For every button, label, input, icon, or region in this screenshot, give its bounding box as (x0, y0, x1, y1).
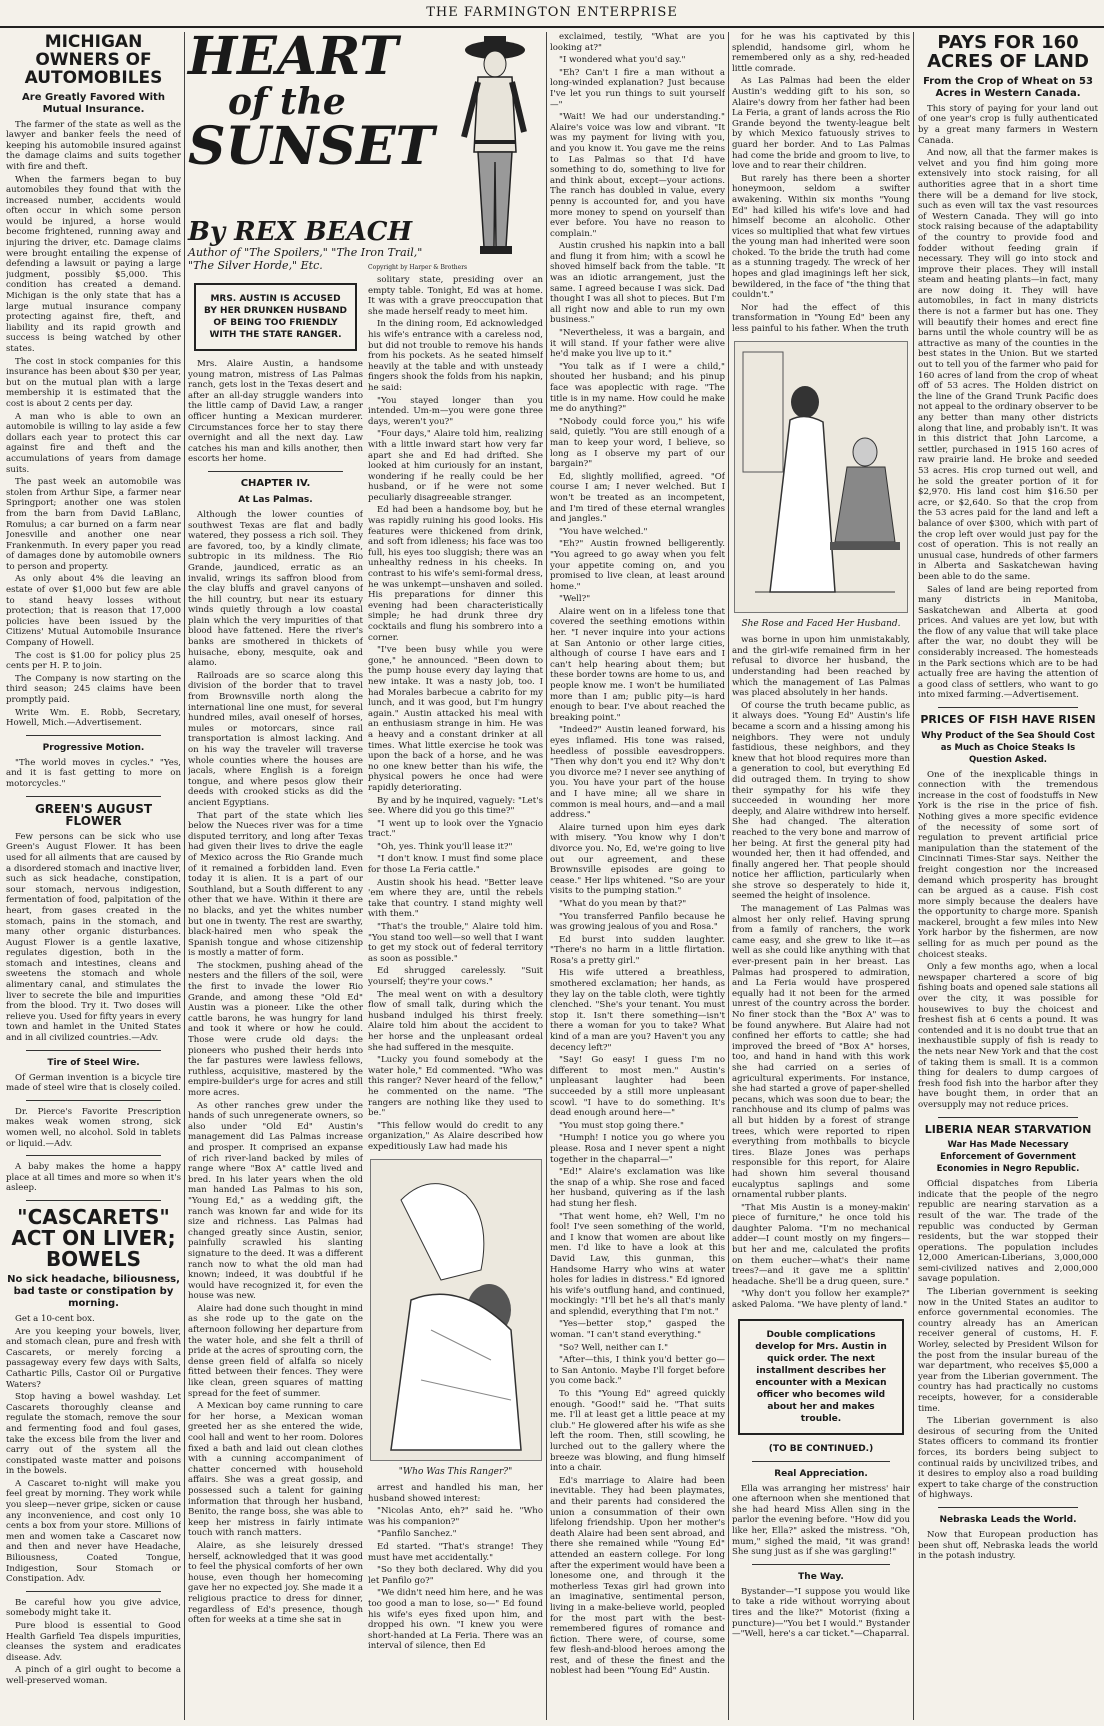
paragraph: Mrs. Alaire Austin, a handsome young matron, mistress of Las Palmas ranch, gets lost in the Texas desert and after an all-day struggle wanders into the little camp of David Law, a ranger officer hunting a Mexican murderer. Circumstances force her to stay there overnight and all the next day. Law catches his man and kills another, then escorts her home. (188, 359, 363, 465)
item-title: The Way. (798, 1571, 844, 1582)
paragraph: Official dispatches from Liberia indicate that the people of the negro republic are nearing starvation as a result of the war. The trade of the republic was conducted by German residents, but the war stopped their operations. The population includes 12,000 American-Liberians, 3,000,000 semi-civilized natives and 2,000,000 savage population. (918, 1179, 1098, 1285)
serial-title-line: SUNSET (188, 116, 435, 177)
figure-caption: "Who Was This Ranger?" (398, 1466, 513, 1477)
paragraph: Railroads are so scarce along this division of the border that to travel from Brownsville north along the international line one must, for several hundred miles, avail oneself of horses, mules or motorcars, since rail transportation is almost lacking. And on his way the traveler will traverse whole counties where the houses are jacals, where English is a foreign tongue, and where pesos glow their deeds with crooked sticks as did the ancient Egyptians. (188, 670, 363, 808)
column-serial-2 (368, 275, 543, 1720)
paragraph: Alaire turned upon him eyes dark with misery. "You know why I don't divorce you. No, Ed, we're going to live out our agreement, and these Brownsville episodes are going to cease." Her lips whitened. "So are your visits to the pumping station." (550, 822, 725, 897)
paragraph: The Company is now starting on the third season; 245 claims have been promptly paid. (6, 673, 181, 705)
paragraph: As other ranches grew under the hands of such unregenerate owners, so also under "Old Ed" Austin's management did Las Palmas increase and prosper. It comprised an expanse of rich river-land backed by miles of range where "Box A" cattle lived and bred. In his later years when the old man handed Las Palmas to his son, "Young Ed," as a wedding gift, the ranch was known far and wide for its size and richness. Las Palmas had changed greatly since Austin, senior, painfully scrawled his slanting signature to the deed. It was a different ranch now to what the old man had known; indeed, it was doubtful if he would have recognized it, for even the house was new. (188, 1100, 363, 1302)
column-serial-3 (550, 32, 725, 1720)
headline-flower: GREEN'S AUGUST FLOWER (34, 801, 153, 829)
divider (26, 1100, 161, 1101)
item-title: Tire of Steel Wire. (47, 1057, 140, 1068)
paragraph: The cost in stock companies for this insurance has been about $30 per year, but on the mutual plan with a large membership it is estimated that the cost is about 2 cents per day. (6, 356, 181, 409)
subhead-canada: From the Crop of Wheat on 53 Acres in Western Canada. (923, 75, 1093, 99)
paragraph: "After—this, I think you'd better go—to San Antonio. Maybe I'll forget before you come back." (550, 1355, 725, 1387)
column-serial-1 (188, 275, 363, 1720)
column-michigan (6, 32, 181, 1720)
paragraph: Ed started. "That's strange! They must have met accidentally." (368, 1542, 543, 1563)
paragraph: The Liberian government is also desirous of securing from the United States officers to command its frontier forces, its borders being subject to continual raids by uncivilized tribes, and it desires to employ also a road building expert to take charge of the construction of highways. (918, 1416, 1098, 1501)
chapter-heading: CHAPTER IV. (240, 477, 311, 489)
paragraph: "I've been busy while you were gone," he announced. "Been down to the pump house every day laying that new intake. It was a nasty job, too. I had Morales barbecue a cabrito for my lunch, and it was good, but I'm hungry again." Austin attacked his meal with an enthusiasm strange in him. He was a heavy and a constant drinker at all times. What little exercise he took was upon the back of a horse, and he was no one knew better than his wife, the physical powers he once had were rapidly deteriorating. (368, 645, 543, 793)
paragraph: "What do you mean by that?" (559, 898, 687, 909)
paragraph: His wife uttered a breathless, smothered exclamation; her hands, as they lay on the table cloth, were tightly clenched. "She's your tenant. You must stop it. Isn't there something—isn't there a woman for you to take? What kind of a man are you? Haven't you any decency left?" (550, 968, 725, 1053)
headline-fish: PRICES OF FISH HAVE RISEN (920, 713, 1096, 727)
headline-canada: PAYS FOR 160 ACRES OF LAND (927, 32, 1089, 72)
paragraph: The farmer of the state as well as the lawyer and banker feels the need of keeping his automobile insured against the damage claims and suits together with fire and theft. (6, 119, 181, 172)
paragraph: "You stayed longer than you intended. Um-m—you were gone three days, weren't you?" (368, 395, 543, 427)
paragraph: The meal went on with a desultory flow of small talk, during which the husband indulged his thirst freely. Alaire told him about the accident to her horse and the unpleasant ordeal she had suffered in the mesquite. (368, 989, 543, 1053)
paragraph: Alaire, as she leisurely dressed herself, acknowledged that it was good to feel the physical comforts of her own house, even though her homecoming gave her no expected joy. She made it a religious practice to dress for dinner, regardless of Ed's presence, though often for weeks at a time she sat in (188, 1540, 363, 1626)
ranger-illustration (370, 1159, 542, 1461)
paragraph: solitary state, presiding over an empty table. Tonight, Ed was at home. It was with a grave preoccupation that she made herself ready to meet him. (368, 275, 543, 317)
paragraph: The past week an automobile was stolen from Arthur Sipe, a farmer near Springport; another one was stolen from the barn from David LaBlanc, Romulus; a car burned on a farm near Jonesville and another one near Frankenmuth. In every paper you read of damages done by automobile owners to person and property. (6, 477, 181, 572)
paragraph: "This fellow would do credit to any organization," As Alaire described how expeditiously Law had made his (368, 1120, 543, 1152)
paragraph: A man who is able to own an automobile is willing to lay aside a few dollars each year to protect this car against fire and theft and the accumulations of years from damage suits. (6, 411, 181, 475)
paragraph: Ed had been a handsome boy, but he was rapidly ruining his good looks. His features were thickened from drink, and soft from idleness; his face was too full, his eyes too sluggish; there was an unhealthy redness in his cheeks. In contrast to his wife's semi-formal dress, he was unkempt—unshaven and soiled. His preparations for dinner this evening had been characteristically simple; he had drunk three dry cocktails and flung his sombrero into a corner. (368, 505, 543, 643)
paragraph: "Well?" (559, 594, 591, 605)
paragraph: Of German invention is a bicycle tire made of steel wire that is closely coiled. (6, 1072, 181, 1094)
paragraph: Of course the truth became public, as it always does. "Young Ed" Austin's life became a scorn and a hissing among his neighbors. They were not unduly fastidious, these neighbors, and they knew that hot blood requires more than a generation to cool, but everything Ed did outraged them. In trying to show their sympathy for his wife they succeeded in wounding her more deeply, and Alaire withdrew into herself. She had changed. The alteration reached to the very bone and marrow of her being. At first the general pity had wounded her, then it had offended, and finally angered her. That people should notice her affliction, particularly when she strove so desperately to hide it, seemed the height of insolence. (732, 700, 910, 902)
paragraph: exclaimed, testily, "What are you looking at?" (550, 32, 725, 53)
paragraph: "That Mis Austin is a money-makin' piece of furniture," he once told his daughter Paloma. "I'm no mechanical adder—I count mostly on my fingers—but her and me, calculated the profits on them eucher—what's their name trees?—and it gave me a splittin' headache. She'll be a drug queen, sure." (732, 1202, 910, 1287)
paragraph: And now, all that the farmer makes is velvet and you find him going more extensively into stock raising, for all authorities agree that in a short time there will be a demand for live stock, such as even will tax the vast resources of Western Canada. They will go into stock raising because of the adaptability of the country to provide food and fodder without feeding grain if necessary. They will go into stock and improve their places. They will install steam and heating plants—in fact, many are now doing it. They will have automobiles, in fact in many districts there is not a farmer but has one. They will beautify their homes and erect fine barns until the whole country will be as attractive as many of the counties in the best states in the Union. But we started out to tell you of the farmer who paid for 160 acres of land from the crop of wheat off of 53 acres. The Holden district on the line of the Grand Trunk Pacific does not appeal to the ordinary observer to be any better than many other districts along that line, and probably isn't. It was in this district that John Larcome, a settler, purchased in 1915 160 acres of raw prairie land. He broke and seeded 53 acres. His crop turned out well, and he sold the greater portion of it for $2,970. His land cost him $16.50 per acre, or $2,640. So that the crop from the 53 acres paid for the land and left a balance of over $300, which with part of the crop left over would just pay for the cost of operation. This is not really an unusual case, hundreds of other farmers in Alberta and Saskatchewan having been able to do the same. (918, 148, 1098, 582)
paragraph: This story of paying for your land out of one year's crop is fully authenticated by a great many farmers in Western Canada. (918, 103, 1098, 146)
masthead: THE FARMINGTON ENTERPRISE (0, 0, 1104, 28)
paragraph: "Lucky you found somebody at the water hole," Ed commented. "Who was this ranger? Never heard of the fellow," he commented on the name. "The rangers are nothing like they used to be." (368, 1055, 543, 1119)
paragraph: Nor had the effect of this transformation in "Young Ed" been any less painful to his father. When the truth (732, 302, 910, 335)
paragraph: "Panfilo Sanchez." (377, 1529, 457, 1540)
divider (26, 1155, 161, 1156)
paragraph: Although the lower counties of southwest Texas are flat and badly watered, they possess a rich soil. They are favored, too, by a kindly climate, subtropic in its mildness. The Rio Grande, jaundiced, erratic as an invalid, wrings its saffron blood from the clay bluffs and gravel canyons of the hill country, but near its estuary winds quietly through a low coastal plain which the very impurities of that blood have fattened. Here the river's banks are smothered in thickets of huisache, ebony, mesquite, oak and alamo. (188, 509, 363, 669)
serial-masthead (188, 26, 543, 272)
paragraph: "Ed!" Alaire's exclamation was like the snap of a whip. She rose and faced her husband, quivering as if the lash had stung her flesh. (550, 1167, 725, 1209)
paragraph: "That's the trouble," Alaire told him. "You stand too well—so well that I want to get my stock out of federal territory as soon as possible." (368, 922, 543, 964)
paragraph: "We didn't need him here, and he was too good a man to lose, so—" Ed found his wife's eyes fixed upon him, and dropped his own. "I knew you were short-handed at La Feria. There was an interval of silence, then Ed (368, 1588, 543, 1652)
paragraph: The stockmen, pushing ahead of the nesters and the fillers of the soil, were the first to invade the lower Rio Grande, and among these "Old Ed" Austin was a pioneer. Like the other cattle barons, he was hungry for land and took it where or how he could. Those were crude old days: the pioneers who pushed their herds into the far pastures were lawless fellows, ruthless, acquisitive, mastered by the empire-builder's urge for acres and still more acres. (188, 960, 363, 1098)
paragraph: Alaire had done such thought in mind as she rode up to the gate on the afternoon following her departure from the water hole, and she felt a thrill of pride at the acres of sprouting corn, the dense green field of alfalfa so nicely fitted between their fences. They were like clean, green squares of matting spread for the feet of summer. (188, 1303, 363, 1399)
paragraph: Write Wm. E. Robb, Secretary, Howell, Mich.—Advertisement. (6, 707, 181, 729)
next-installment-box: Double complications develop for Mrs. Austin in quick order. The next installment describes her encounter with a Mexican officer who becomes wild about her and makes trouble. (738, 1319, 904, 1435)
paragraph: "Oh, yes. Think you'll lease it?" (377, 841, 513, 852)
paragraph: Few persons can be sick who use Green's August Flower. It has been used for all ailments that are caused by a disordered stomach and inactive liver, such as sick headache, constipation, sour stomach, nervous indigestion, fermentation of food, palpitation of the heart, from gases created in the stomach, pains in the stomach, and many other organic disturbances. August Flower is a gentle laxative, regulates digestion, both in the stomach and intestines, cleans and sweetens the stomach and whole alimentary canal, and stimulates the liver to secrete the bile and impurities from the blood. Try it. Two doses will relieve you. Used for fifty years in every town and hamlet in the United States and in all civilized countries.—Adv. (6, 831, 181, 1044)
divider (938, 1507, 1078, 1508)
paragraph: Only a few months ago, when a local newspaper chartered a score of big fishing boats and opened sale stations all over the city, it was possible for housewives to buy the choicest and freshest fish at 6 cents a pound. It was contended and it is no doubt true that an inexhaustible supply of fish is ready to the nets near New York and that the cost of taking them is small. It is a common thing for dealers to dump cargoes of fresh food fish into the harbor after they have bought them, in order that an oversupply may not reduce prices. (918, 962, 1098, 1110)
divider (26, 796, 161, 797)
cowboy-illustration (450, 32, 540, 262)
paragraph: Ed's marriage to Alaire had been inevitable. They had been playmates, and their parents had considered the union a consummation of their own lifelong friendship. Upon her mother's death Alaire had been sent abroad, and there she remained while "Young Ed" attended an eastern college. For long after the experiment would have been a lonesome one, and through it the motherless Texas girl had grown into an imaginative, sentimental person, living in a make-believe world, peopled for the most part with the best-remembered figures of romance and fiction. There were, of course, some few flesh-and-blood heroes among the rest, and of these the finest and the noblest had been "Young Ed" Austin. (550, 1475, 725, 1677)
serial-summary-box: MRS. AUSTIN IS ACCUSED BY HER DRUNKEN HUSBAND OF BEING TOO FRIENDLY WITH THE STATE RANGER. (194, 283, 357, 351)
item-title: Real Appreciation. (774, 1468, 868, 1479)
continued-line: (TO BE CONTINUED.) (768, 1443, 874, 1454)
divider (208, 471, 343, 472)
column-rule (184, 32, 185, 1720)
paragraph: "Eh? Can't I fire a man without a long-winded explanation? Just because I've let you run things to suit yourself—" (550, 67, 725, 110)
paragraph: In the dining room, Ed acknowledged his wife's entrance with a careless nod, but did not trouble to remove his hands from his pockets. As he seated himself heavily at the table and with unsteady fingers shook the folds from his napkin, he said: (368, 319, 543, 393)
paragraph: "I went up to look over the Ygnacio tract." (368, 818, 543, 840)
paragraph: As only about 4% die leaving an estate of over $1,000 but few are able to stand heavy losses without protection; that is reason that 17,000 policies have been issued by the Citizens' Mutual Automobile Insurance Company of Howell. (6, 574, 181, 649)
paragraph: One of the inexplicable things in connection with the tremendous increase in the cost of foodstuffs in New York is the rise in the price of fish. Nothing gives a more specific evidence of the necessity of some sort of regulation to prevent artificial price manipulation than the statement of the Cincinnati Times-Star says. Neither the freight congestion nor the increased demand which prosperity has brought can be argued as a cause. Fish cost more simply because the dealers have the opportunity to charge more. Spanish mackerel, brought a few miles into New York harbor by the fishermen, are now selling for as much per pound as the choicest steaks. (918, 769, 1098, 960)
paragraph: Are you keeping your bowels, liver, and stomach clean, pure and fresh with Cascarets, or merely forcing a passageway every few days with Salts, Cathartic Pills, Castor Oil or Purgative Waters? (6, 1326, 181, 1390)
paragraph: "Eh?" Austin frowned belligerently. "You agreed to go away when you felt your appetite coming on, and you promised to live clean, at least around home." (550, 539, 725, 592)
paragraph: The Liberian government is seeking now in the United States an auditor to enforce governmental economies. The country already has an American receiver general of customs, H. F. Worley, selected by President Wilson for the post from the insular bureau of the war department, who receives $5,000 a year from the Liberian government. The country has had practically no customs receipts, however, for a considerable time. (918, 1287, 1098, 1414)
paragraph: Be careful how you give advice, somebody might take it. (6, 1597, 181, 1619)
divider (938, 1117, 1078, 1118)
paragraph: Austin shook his head. "Better leave 'em where they are, until the rebels take that country. I stand mighty well with them." (368, 877, 543, 920)
husband-wife-illustration (734, 341, 908, 613)
paragraph: Ed, slightly mollified, agreed. "Of course I am; I never welched. But I won't be treated as an incompetent, and I'm tired of these eternal wrangles and jangles." (550, 471, 725, 525)
paragraph: "The world moves in cycles." "Yes, and it is fast getting to more on motorcycles." (6, 757, 181, 789)
divider (26, 1050, 161, 1051)
paragraph: By and by he inquired, vaguely: "Let's see. Where did you go this time?" (368, 795, 543, 817)
column-serial-4 (732, 32, 910, 1720)
paragraph: "That went home, eh? Well, I'm no fool! I've seen something of the world, and I know that women are about like men. I'd like to have a look at this David Law, this gunman, this Handsome Harry who wins at water holes for ladies in distress." Ed ignored his wife's outflung hand, and continued, mockingly: "I'll bet he's all that's manly and splendid, everything that I'm not." (550, 1211, 725, 1317)
paragraph: As Las Palmas had been the elder Austin's wedding gift to his son, so Alaire's dowry from her father had been La Feria, a grant of lands across the Rio Grande beyond the twenty-league belt by which Mexico fatuously strives to guard her border. And to Las Palmas had come the bride and groom to live, to love and to rear their children. (732, 76, 910, 172)
column-canada (918, 32, 1098, 1720)
paragraph: But rarely has there been a shorter honeymoon, seldom a swifter awakening. Within six months "Young Ed" had killed his wife's love and had himself become an alcoholic. Other vices so multiplied that what few virtues the young man had inherited were soon choked. To the bride the truth had come as a stunning tragedy. The wreck of her hopes and glad imaginings left her sick, bewildered, in the face of "the thing that couldn't." (732, 173, 910, 301)
paragraph: Ella was arranging her mistress' hair one afternoon when she mentioned that she had heard Miss Allen sing in the parlor the evening before. "How did you like her, Ella?" asked the mistress. "Oh, mum," sighed the maid, "it was grand! She sung just as if she was gargling!" (732, 1483, 910, 1558)
paragraph: Ed shrugged carelessly. "Suit yourself; they're your cows." (368, 966, 543, 987)
paragraph: A baby makes the home a happy place at all times and more so when it's asleep. (6, 1162, 181, 1194)
paragraph: "Nicolas Anto, eh?" said he. "Who was his companion?" (368, 1506, 543, 1527)
serial-title-line: HEART (188, 26, 399, 87)
paragraph: "You talk as if I were a child," shouted her husband; and his pinup face was apoplectic with rage. "The title is in my name. How could he make me do anything?" (550, 361, 725, 415)
serial-blurb: Author of "The Spoilers," "The Iron Trail," "The Silver Horde," Etc. (188, 246, 423, 272)
column-rule (546, 32, 547, 1720)
paragraph: Stop having a bowel washday. Let Cascarets thoroughly cleanse and regulate the stomach, remove the sour and fermenting food and foul gases, take the excess bile from the liver and carry out of the system all the constipated waste matter and poisons in the bowels. (6, 1392, 181, 1477)
divider (26, 1591, 161, 1592)
paragraph: Now that European production has been shut off, Nebraska leads the world in the potash industry. (918, 1529, 1098, 1562)
paragraph: "Indeed?" Austin leaned forward, his eyes inflamed. His tone was raised, heedless of possible eavesdroppers. "Then why don't you end it? Why don't you divorce me? I never see anything of you. You have your part of the house and I have mine; all we share in common is meal hours, and—and a mail address." (550, 725, 725, 821)
paragraph: Pure blood is essential to Good Health Garfield Tea dispels impurities, cleanses the system and eradicates disease. Adv. (6, 1621, 181, 1663)
paragraph: A pinch of a girl ought to become a well-preserved woman. (6, 1665, 181, 1686)
paragraph: That part of the state which lies below the Nueces river was for a time disputed territory, and long after Texas had given their lives to drive the eagle of Mexico across the Rio Grande much of it remained a forbidden land. Even today it is alien. It is a part of our Southland, but a South different to any other that we have. Within it there are no blacks, and yet the whites number but one in twenty. The rest are swarthy, black-haired men who speak the Spanish tongue and whose citizenship is mostly a matter of form. (188, 810, 363, 959)
divider (938, 707, 1078, 708)
paragraph: Get a 10-cent box. (15, 1313, 95, 1324)
paragraph: Alaire went on in a lifeless tone that covered the seething emotions within her. "I never inquire into your actions at San Antonio or other large cities, although of course I have ears and I can't help hearing about them; but these border towns are home to us, and people know me. I won't be humiliated more than I am; public pity—is hard enough to bear. I've about reached the breaking point." (550, 606, 725, 723)
paragraph: Dr. Pierce's Favorite Prescription makes weak women strong, sick women well, no alcohol. Sold in tablets or liquid.—Adv. (6, 1106, 181, 1149)
subhead-liberia: War Has Made Necessary Enforcement of Government Economies in Negro Republic. (936, 1140, 1080, 1175)
subhead-michigan: Are Greatly Favored With Mutual Insurance. (22, 91, 165, 115)
paragraph: "So they both declared. Why did you let Panfilo go?" (368, 1565, 543, 1586)
paragraph: "Nevertheless, it was a bargain, and it will stand. If your father were alive he'd make you live up to it." (550, 328, 725, 360)
paragraph: The cost is $1.00 for policy plus 25 cents per H. P. to join. (6, 650, 181, 672)
paragraph: "You transferred Panfilo because he was growing jealous of you and Rosa." (550, 911, 725, 933)
column-rule (728, 32, 729, 1720)
divider (752, 1461, 890, 1462)
paragraph: "Yes—better stop," gasped the woman. "I can't stand everything." (550, 1319, 725, 1341)
paragraph: "Humph! I notice you go where you please. Rosa and I never spent a night together in the chaparral—" (550, 1133, 725, 1165)
column-rule (913, 32, 914, 1720)
paragraph: "You must stop going there." (559, 1120, 685, 1131)
divider (26, 1200, 161, 1201)
divider (26, 735, 161, 736)
paragraph: for he was his captivated by this splendid, handsome girl, whom he remembered only as a shy, red-headed little comrade. (732, 32, 910, 74)
paragraph: Austin crushed his napkin into a ball and flung it from him; with a scowl he shoved himself back from the table. "It was an idiotic arrangement, just the same. I agreed because I was sick. Dad thought I was all shot to pieces. But I'm all right now and able to run my own business." (550, 241, 725, 326)
paragraph: "Why don't you follow her example?" asked Paloma. "We have plenty of land." (732, 1289, 910, 1311)
paragraph: "Four days," Alaire told him, realizing with a little inward start how very far apart she and Ed had drifted. She looked at him curiously for an instant, wondering if he really could be her husband, or if he were not some peculiarly disagreeable stranger. (368, 429, 543, 503)
paragraph: Sales of land are being reported from many districts in Manitoba, Saskatchewan and Alberta at good prices. And values are yet low, but with the flow of any value that will take place after the war, no doubt they will be considerably increased. The homesteads in the Park sections which are to be had actually free are having the attention of a good class of settlers, who want to go into mixed farming.—Advertisement. (918, 584, 1098, 701)
chapter-subheading: At Las Palmas. (238, 494, 313, 505)
serial-title-line: of the (228, 81, 346, 123)
paragraph: "I don't know. I must find some place for those La Feria cattle." (368, 854, 543, 876)
paragraph: Bystander—"I suppose you would like to take a ride without worrying about tires and the like?" Motorist (fixing a puncture)—"You bet I would." Bystander—"Well, here's a car ticket."—Chaparral. (732, 1586, 910, 1640)
paragraph: was borne in upon him unmistakably, and the girl-wife remained firm in her refusal to divorce her husband, the understanding had been reached by which the management of Las Palmas was placed absolutely in her hands. (732, 635, 910, 699)
subhead-cascarets: No sick headache, biliousness, bad taste or constipation by morning. (7, 1273, 180, 1309)
paragraph: "You have welched." (559, 526, 648, 537)
paragraph: "So? Well, neither can I." (559, 1342, 669, 1353)
paragraph: "Nobody could force you," his wife said, quietly. "You are still enough of a man to keep your word, I believe, so long as I observe my part of our bargain?" (550, 416, 725, 470)
paragraph: The management of Las Palmas was almost her only relief. Having sprung from a family of ranchers, the work came easy, and she grew to like it—as well as she could like anything with that ever-present pain in her breast. Las Palmas had prospered to admiration, and La Feria would have prospered equally had it not been for the armed unrest of the country across the border. No finer stock than the "Box A" was to be found anywhere. But Alaire had not confined her efforts to cattle; she had improved the breed of "Box A" horses, too, and hand in hand with this work she had carried on a series of agricultural experiments. For instance, she had started a grove of paper-shelled pecans, which was soon due to bear; the ranchhouse and its clump of palms was all but hidden by a forest of strange trees, which were reported to ripen everything from mothballs to bicycle tires. Blaze Jones was perhaps responsible for this report, for Alaire had shown him several thousand eucalyptus saplings and some ornamental rubber plants. (732, 904, 910, 1201)
paragraph: arrest and handled his man, her husband showed interest: (368, 1483, 543, 1504)
headline-liberia: LIBERIA NEAR STARVATION (924, 1122, 1092, 1136)
divider (752, 1564, 890, 1565)
figure-caption: She Rose and Faced Her Husband. (741, 618, 901, 629)
paragraph: A Cascaret to-night will make you feel great by morning. They work while you sleep—never gripe, sicken or cause any inconvenience, and cost only 10 cents a box from your store. Millions of men and women take a Cascaret now and then and never have Headache, Biliousness, Coated Tongue, Indigestion, Sour Stomach or Constipation. Adv. (6, 1478, 181, 1585)
paragraph: When the farmers began to buy automobiles they found that with the increased number, accidents would often occur in which some person would be injured, a horse would become frightened, running away and injuring the driver, etc. Damage claims were brought entailing the expense of defending a lawsuit or paying a large judgment, possibly $5,000. This condition has created a demand. Michigan is the only state that has a large mutual insurance company protecting against fire, theft, and liability and its rapid growth and success is being watched by other states. (6, 174, 181, 354)
copyright-line: Copyright by Harper & Brothers (368, 264, 468, 271)
paragraph: To this "Young Ed" agreed quickly enough. "Good!" said he. "That suits me. I'll at least get a little peace at my club." He glowered after his wife as she left the room. Then, still scowling, he lurched out to the gallery where the breeze was blowing, and flung himself into a chair. (550, 1389, 725, 1474)
paragraph: Ed burst into sudden laughter. "There's no harm in a little flirtation. Rosa's a pretty girl." (550, 934, 725, 966)
subhead-fish: Why Product of the Sea Should Cost as Much as Choice Steaks Is Question Asked. (921, 730, 1095, 765)
paragraph: "I wondered what you'd say." (559, 55, 686, 66)
serial-author: By REX BEACH (188, 217, 413, 247)
serial-title (188, 26, 435, 177)
headline-cascarets: "CASCARETS" ACT ON LIVER; BOWELS (11, 1204, 176, 1271)
paragraph: "Wait! We had our understanding." Alaire's voice was low and vibrant. "It was my payment for living with you, and you know it. You gave me the reins to Las Palmas so that I'd have something to do, something to live for and think about, except—your actions. The ranch has doubled in value, every penny is accounted for, and you have more money to spend on yourself than ever before. You have no reason to complain." (550, 112, 725, 239)
paragraph: "Say! Go easy! I guess I'm no different to most men." Austin's unpleasant laughter had been succeeded by a still more unpleasant scowl. "I have to do something. It's dead enough around here—" (550, 1055, 725, 1119)
item-title: Progressive Motion. (42, 742, 145, 753)
headline-michigan: MICHIGAN OWNERS OF AUTOMOBILES (24, 32, 163, 88)
paragraph: A Mexican boy came running to care for her horse, a Mexican woman greeted her as she entered the wide, cool hall and went to her room. Dolores fixed a bath and laid out clean clothes with a cunning accompaniment of chatter concerned with household affairs. She was a great gossip, and possessed such a talent for gaining information that through her husband, Benito, the range boss, she was able to keep her mistress in fairly intimate touch with ranch matters. (188, 1401, 363, 1539)
item-title: Nebraska Leads the World. (939, 1514, 1077, 1525)
